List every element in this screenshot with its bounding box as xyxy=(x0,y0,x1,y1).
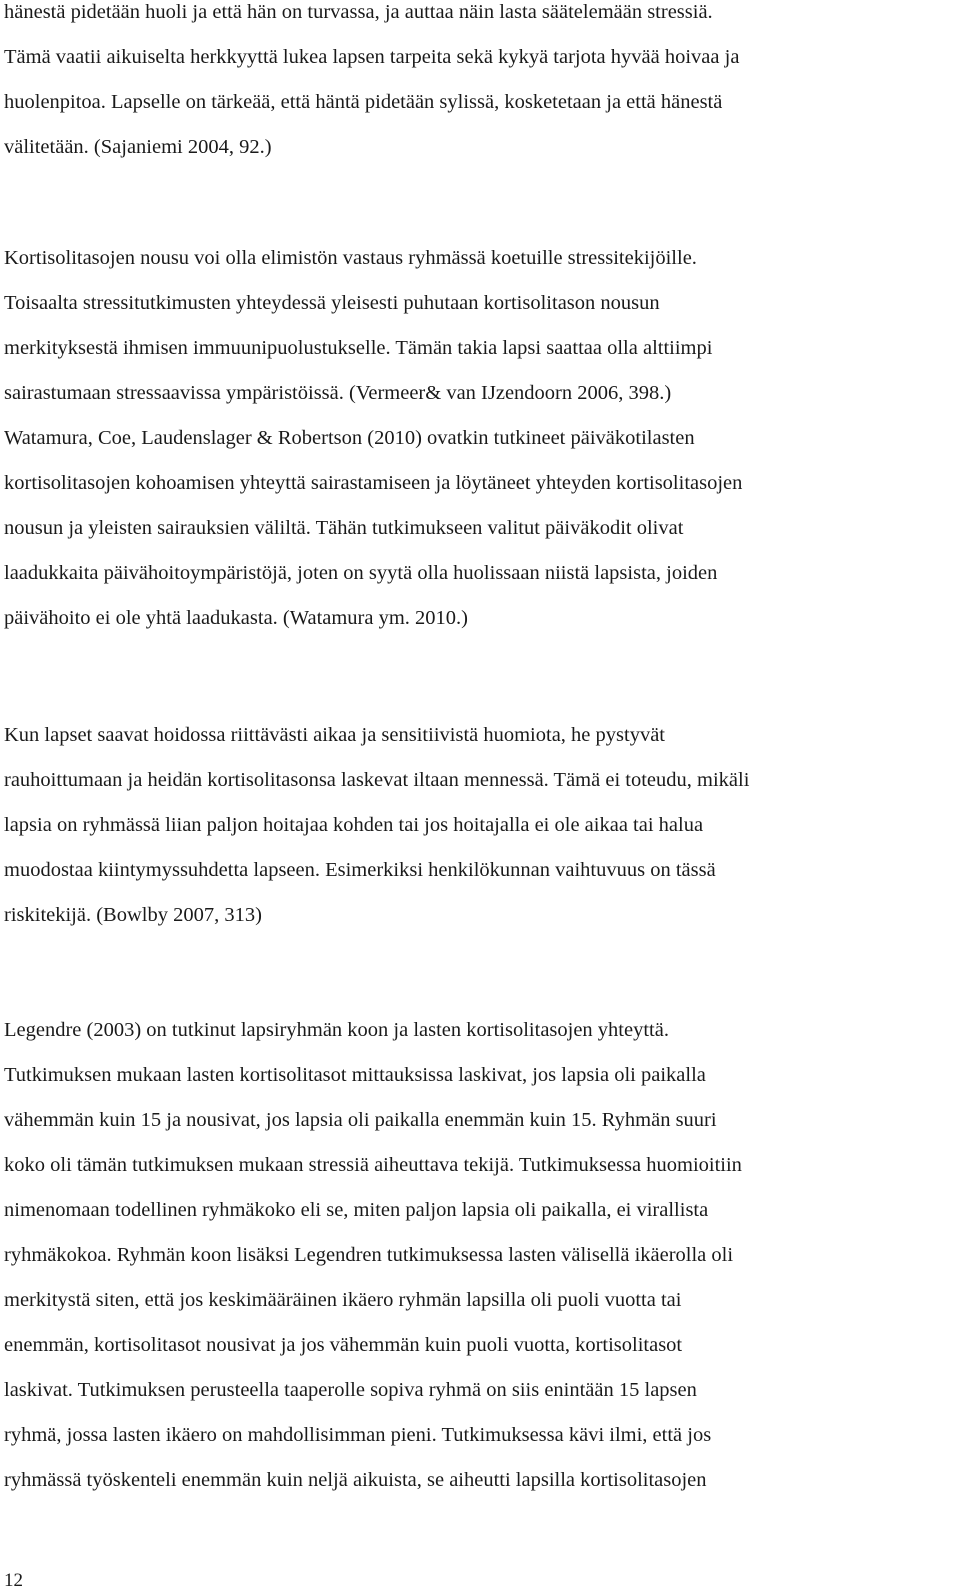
paragraph-2 xyxy=(4,236,954,641)
text-line: koko oli tämän tutkimuksen mukaan stressiä aiheuttava tekijä. Tutkimuksessa huomioitiin xyxy=(4,1154,742,1176)
text-line: hänestä pidetään huoli ja että hän on turvassa, ja auttaa näin lasta säätelemään stressiä. xyxy=(4,1,713,23)
text-line: merkitystä siten, että jos keskimääräinen ikäero ryhmän lapsilla oli puoli vuotta tai xyxy=(4,1289,682,1311)
text-line: riskitekijä. (Bowlby 2007, 313) xyxy=(4,904,262,926)
text-line: laadukkaita päivähoitoympäristöjä, joten on syytä olla huolissaan niistä lapsista, joiden xyxy=(4,562,718,584)
page-number: 12 xyxy=(4,1570,23,1591)
text-line: ryhmä, jossa lasten ikäero on mahdollisimman pieni. Tutkimuksessa kävi ilmi, että jos xyxy=(4,1424,712,1446)
text-line: Legendre (2003) on tutkinut lapsiryhmän koon ja lasten kortisolitasojen yhteyttä. xyxy=(4,1019,669,1041)
text-line: välitetään. (Sajaniemi 2004, 92.) xyxy=(4,136,272,158)
text-line: Tutkimuksen mukaan lasten kortisolitasot mittauksissa laskivat, jos lapsia oli paikalla xyxy=(4,1064,706,1086)
text-line: lapsia on ryhmässä liian paljon hoitajaa kohden tai jos hoitajalla ei ole aikaa tai halua xyxy=(4,814,704,836)
text-line: sairastumaan stressaavissa ympäristöissä. (Vermeer& van IJzendoorn 2006, 398.) xyxy=(4,382,672,404)
text-line: laskivat. Tutkimuksen perusteella taaperolle sopiva ryhmä on siis enintään 15 lapsen xyxy=(4,1379,697,1401)
text-line: vähemmän kuin 15 ja nousivat, jos lapsia oli paikalla enemmän kuin 15. Ryhmän suuri xyxy=(4,1109,717,1131)
paragraph-3 xyxy=(4,713,954,938)
text-line: rauhoittumaan ja heidän kortisolitasonsa laskevat iltaan mennessä. Tämä ei toteudu, mikäli xyxy=(4,769,750,791)
text-line: huolenpitoa. Lapselle on tärkeää, että häntä pidetään sylissä, kosketetaan ja että hänestä xyxy=(4,91,723,113)
text-line: enemmän, kortisolitasot nousivat ja jos vähemmän kuin puoli vuotta, kortisolitasot xyxy=(4,1334,683,1356)
text-line: Toisaalta stressitutkimusten yhteydessä yleisesti puhutaan kortisolitason nousun xyxy=(4,292,660,314)
paragraph-4 xyxy=(4,1008,954,1503)
text-line: päivähoito ei ole yhtä laadukasta. (Watamura ym. 2010.) xyxy=(4,607,469,629)
text-line: Kun lapset saavat hoidossa riittävästi aikaa ja sensitiivistä huomiota, he pystyvät xyxy=(4,724,665,746)
text-line: merkityksestä ihmisen immuunipuolustukselle. Tämän takia lapsi saattaa olla alttiimpi xyxy=(4,337,713,359)
text-line: ryhmässä työskenteli enemmän kuin neljä aikuista, se aiheutti lapsilla kortisolitasojen xyxy=(4,1469,707,1491)
text-line: nimenomaan todellinen ryhmäkoko eli se, miten paljon lapsia oli paikalla, ei virallista xyxy=(4,1199,709,1221)
text-line: Tämä vaatii aikuiselta herkkyyttä lukea lapsen tarpeita sekä kykyä tarjota hyvää hoivaa ja xyxy=(4,46,740,68)
text-line: ryhmäkokoa. Ryhmän koon lisäksi Legendren tutkimuksessa lasten välisellä ikäerolla oli xyxy=(4,1244,734,1266)
text-line: kortisolitasojen kohoamisen yhteyttä sairastamiseen ja löytäneet yhteyden kortisolitasojen xyxy=(4,472,743,494)
text-line: nousun ja yleisten sairauksien väliltä. Tähän tutkimukseen valitut päiväkodit olivat xyxy=(4,517,684,539)
text-line: muodostaa kiintymyssuhdetta lapseen. Esimerkiksi henkilökunnan vaihtuvuus on tässä xyxy=(4,859,716,881)
text-line: Kortisolitasojen nousu voi olla elimistön vastaus ryhmässä koetuille stressitekijöille. xyxy=(4,247,697,269)
text-line: Watamura, Coe, Laudenslager & Robertson (2010) ovatkin tutkineet päiväkotilasten xyxy=(4,427,695,449)
paragraph-1 xyxy=(4,0,954,170)
